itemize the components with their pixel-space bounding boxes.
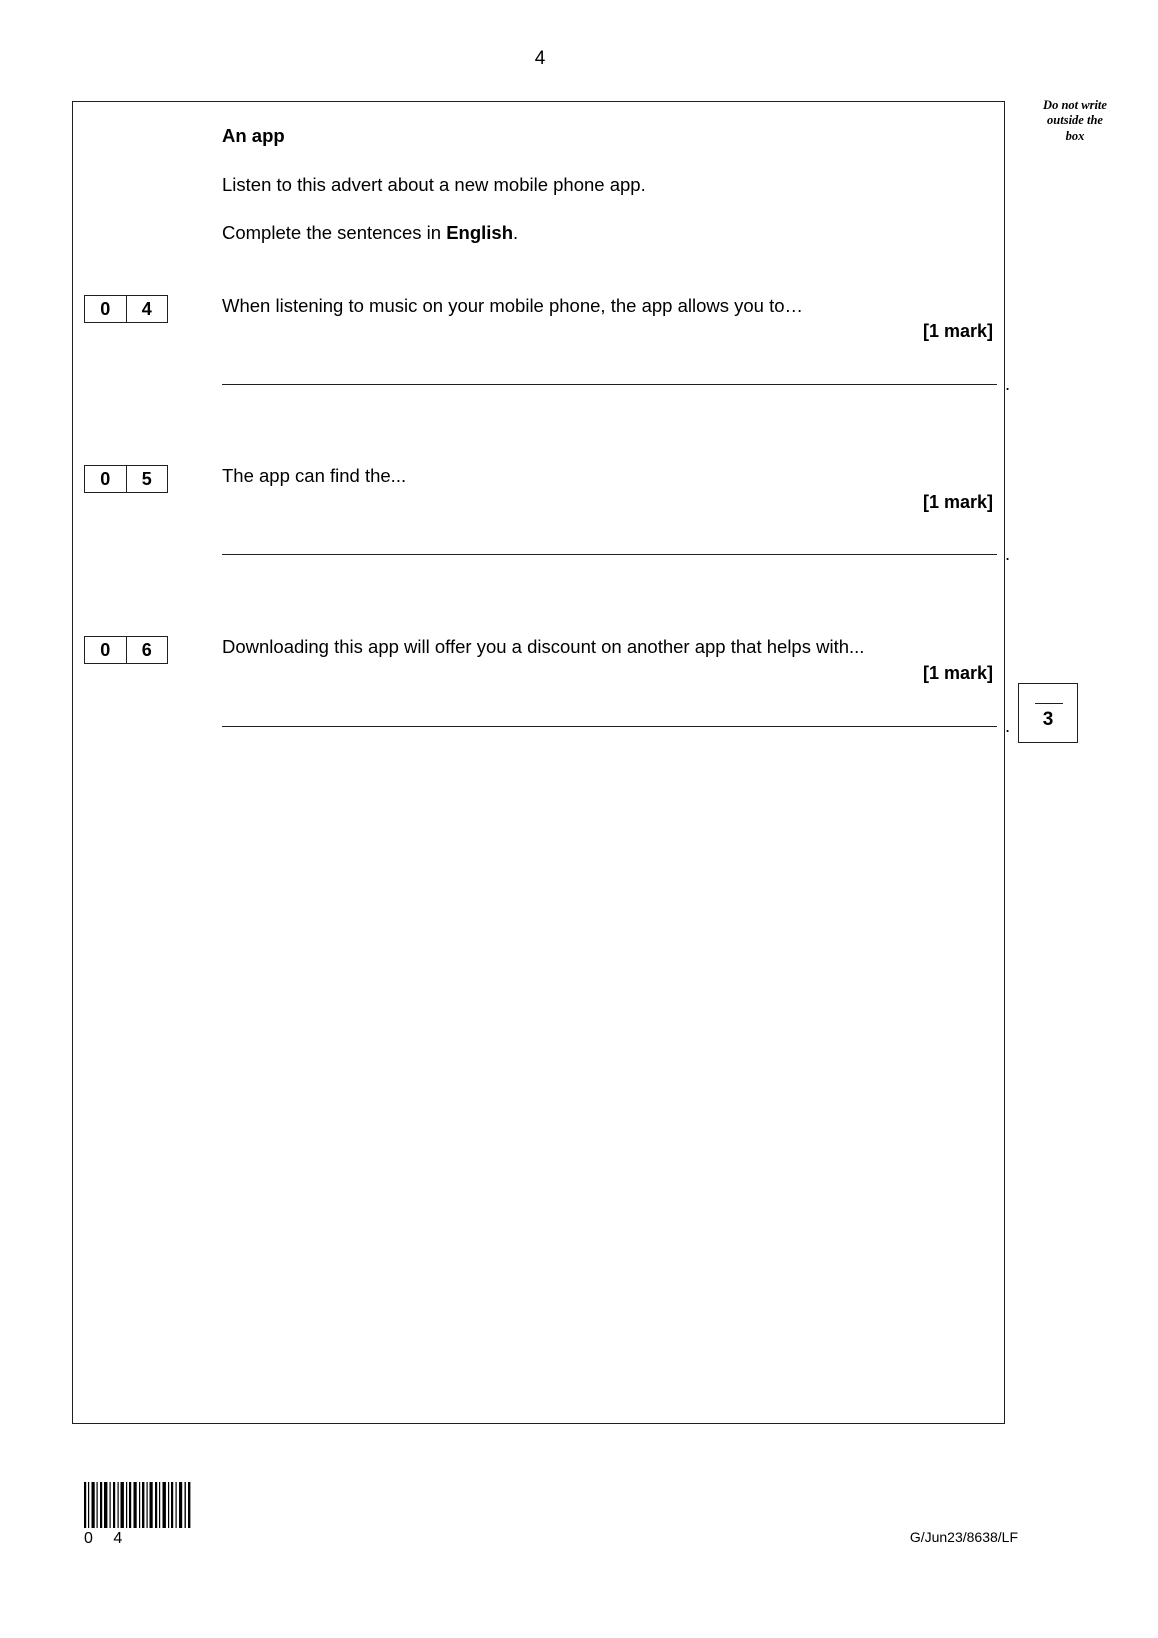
question-number-06-digit-2: 6: [141, 639, 152, 660]
instruction-listen: Listen to this advert about a new mobile phone app.: [222, 174, 646, 195]
question-number-04-digit-1: 0: [85, 296, 127, 322]
answer-line-04-period: .: [1005, 373, 1011, 394]
question-marks-05: [1 mark]: [922, 492, 993, 512]
answer-line-05-period: .: [1005, 543, 1011, 564]
question-marks-04: [1 mark]: [922, 321, 993, 341]
question-number-06: [84, 636, 168, 664]
paper-code: G/Jun23/8638/LF: [909, 1529, 1018, 1545]
question-number-05-digit-2: 5: [141, 468, 152, 489]
question-text-06: Downloading this app will offer you a discount on another app that helps with...: [222, 636, 865, 657]
marks-box-rule: [1035, 703, 1063, 704]
question-number-04-digit-2: 4: [141, 298, 152, 319]
total-marks-box: [1018, 683, 1078, 743]
answer-line-06[interactable]: [222, 726, 997, 727]
margin-note-line-1: Do not write: [1043, 98, 1107, 112]
section-heading: An app: [222, 125, 285, 146]
question-content: [72, 101, 1011, 1424]
question-number-06-digit-1: 0: [85, 637, 127, 663]
instruction-complete-suffix: .: [513, 222, 519, 243]
instruction-complete: [222, 222, 518, 244]
question-number-05: [84, 465, 168, 493]
answer-line-05[interactable]: [222, 554, 997, 555]
question-number-05-digit-1: 0: [85, 466, 127, 492]
answer-line-06-period: .: [1005, 715, 1011, 736]
margin-note-line-3: box: [1065, 128, 1085, 143]
answer-line-04[interactable]: [222, 384, 997, 385]
question-text-04: When listening to music on your mobile phone, the app allows you to…: [222, 295, 804, 316]
margin-note-line-2: outside the: [1047, 113, 1103, 128]
question-text-05: The app can find the...: [222, 465, 407, 486]
question-marks-06: [1 mark]: [922, 663, 993, 683]
barcode-icon: [84, 1482, 192, 1528]
instruction-complete-prefix: Complete the sentences in: [222, 222, 447, 243]
barcode-label: 0 4: [84, 1530, 131, 1547]
question-number-04: [84, 295, 168, 323]
barcode: [84, 1482, 192, 1528]
page-number: 4: [534, 48, 546, 69]
do-not-write-outside-box-note: [1010, 98, 1140, 144]
total-marks-value: 3: [1042, 709, 1054, 730]
instruction-complete-language: English: [446, 222, 513, 243]
